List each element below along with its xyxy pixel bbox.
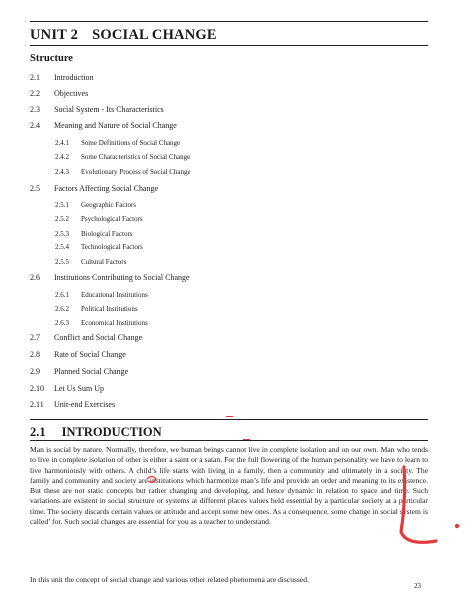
toc-label: Educational Institutions	[81, 291, 148, 299]
toc-label: Introduction	[54, 73, 94, 82]
toc-number: 2.10	[30, 384, 44, 393]
toc-label: Evolutionary Process of Social Change	[81, 168, 191, 176]
toc-label: Cultural Factors	[81, 258, 127, 266]
red-ink-stroke	[401, 467, 436, 542]
toc-number: 2.1	[30, 73, 40, 82]
toc-label: Some Characteristics of Social Change	[81, 153, 191, 161]
toc-number: 2.7	[30, 333, 40, 342]
toc-label: Institutions Contributing to Social Change	[54, 273, 190, 282]
toc-number: 2.5	[30, 184, 40, 193]
toc-label: Technological Factors	[81, 243, 143, 251]
toc-label: Objectives	[54, 89, 89, 98]
red-ink-dot	[455, 524, 459, 528]
structure-heading: Structure	[30, 53, 73, 64]
toc-number: 2.4.3	[55, 168, 69, 176]
section-number: 2.1	[30, 425, 46, 439]
toc-label: Let Us Sum Up	[54, 384, 104, 393]
toc-label: Rate of Social Change	[54, 350, 126, 359]
unit-name: SOCIAL CHANGE	[92, 27, 217, 43]
toc-number: 2.6.1	[55, 291, 69, 299]
toc-number: 2.6.3	[55, 319, 69, 327]
unit-number: UNIT 2	[30, 27, 79, 43]
toc-number: 2.4.2	[55, 153, 69, 161]
page-number: 23	[414, 582, 421, 590]
toc-label: Economical Institutions	[81, 319, 148, 327]
toc-label: Political Institutions	[81, 305, 138, 313]
toc-label: Meaning and Nature of Social Change	[54, 121, 177, 130]
toc-label: Unit-end Exercises	[54, 400, 116, 409]
intro-paragraph-1: Man is social by nature. Normally, therefore, we human beings cannot live in complete isolation and on our own. Man who tends to live in complete isolation of other is either a saint or a satan. For the full flowering of the human personality we have to learn to live harmoniously with others. A child’s life starts with living in a family, then a community and ultimately in a society. The family and community and society are institutions which harmonize man’s life and provide an order and meaning to its existence. But these are not static concepts but rather changing and developing, and hence dynamic in relation to space and time. Such variations are existent in social structure or systems at different places values held essential by a particular society at a particular time. The society discards certain values or attitude and accept some new ones. As a consequence, some change in social system is called’ for. Such social changes are essential for you as a teacher to understand.	[30, 445, 428, 527]
toc-number: 2.5.1	[55, 201, 69, 209]
toc-number: 2.2	[30, 89, 40, 98]
intro-paragraph-2: In this unit the concept of social change and various other related phenomena are discussed.	[30, 575, 309, 584]
section-name: INTRODUCTION	[61, 425, 162, 439]
toc-label: Conflict and Social Change	[54, 333, 143, 342]
toc-label: Social System - Its Characteristics	[54, 105, 164, 114]
toc-number: 2.11	[30, 400, 44, 409]
toc-number: 2.6.2	[55, 305, 69, 313]
toc-number: 2.5.5	[55, 258, 69, 266]
toc-number: 2.5.4	[55, 243, 69, 251]
toc-number: 2.4	[30, 121, 40, 130]
toc-number: 2.9	[30, 367, 40, 376]
toc-number: 2.3	[30, 105, 40, 114]
red-ink-scribble	[147, 477, 156, 483]
toc-label: Factors Affecting Social Change	[54, 184, 159, 193]
toc-label: Geographic Factors	[81, 201, 137, 209]
toc-number: 2.6	[30, 273, 40, 282]
toc-label: Some Definitions of Social Change	[81, 139, 181, 147]
toc-number: 2.5.3	[55, 230, 69, 238]
toc-label: Psychological Factors	[81, 215, 143, 223]
toc-number: 2.4.1	[55, 139, 69, 147]
toc-label: Biological Factors	[81, 230, 133, 238]
toc-label: Planned Social Change	[54, 367, 129, 376]
toc-number: 2.8	[30, 350, 40, 359]
toc-number: 2.5.2	[55, 215, 69, 223]
